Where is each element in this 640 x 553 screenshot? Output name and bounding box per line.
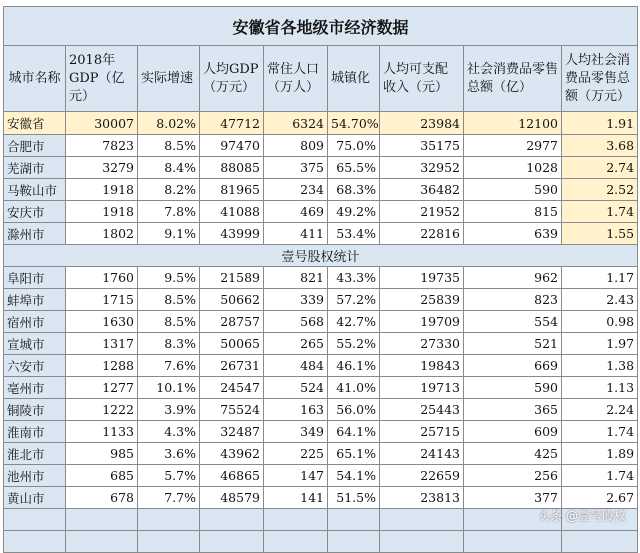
data-cell[interactable]: 8.5% — [138, 311, 200, 333]
data-cell[interactable]: 962 — [464, 267, 562, 289]
data-cell[interactable]: 1288 — [66, 355, 138, 377]
data-cell[interactable]: 21589 — [200, 267, 264, 289]
data-cell[interactable]: 163 — [264, 399, 328, 421]
data-cell[interactable]: 9.5% — [138, 267, 200, 289]
section-row — [4, 245, 638, 267]
city-name-cell[interactable]: 池州市 — [4, 465, 66, 487]
data-cell[interactable]: 1.38 — [562, 355, 638, 377]
data-cell[interactable]: 46865 — [200, 465, 264, 487]
data-cell[interactable]: 265 — [264, 333, 328, 355]
data-cell[interactable]: 256 — [464, 465, 562, 487]
data-cell[interactable]: 985 — [66, 443, 138, 465]
empty-cell[interactable] — [264, 531, 328, 553]
city-name-cell[interactable]: 淮南市 — [4, 421, 66, 443]
empty-cell[interactable] — [66, 531, 138, 553]
data-cell[interactable]: 7.6% — [138, 355, 200, 377]
data-cell[interactable]: 19843 — [380, 355, 464, 377]
table-row — [4, 333, 638, 355]
data-cell[interactable]: 32487 — [200, 421, 264, 443]
data-cell[interactable]: 30007 — [66, 112, 138, 135]
empty-cell[interactable] — [380, 509, 464, 531]
data-cell[interactable]: 43.3% — [328, 267, 380, 289]
data-cell[interactable]: 8.5% — [138, 289, 200, 311]
table-title[interactable]: 安徽省各地级市经济数据 — [4, 7, 638, 46]
data-cell[interactable]: 1.74 — [562, 465, 638, 487]
data-cell[interactable]: 484 — [264, 355, 328, 377]
data-cell[interactable]: 823 — [464, 289, 562, 311]
table-row — [4, 421, 638, 443]
data-cell[interactable]: 68.3% — [328, 179, 380, 201]
column-header[interactable]: 实际增速 — [138, 46, 200, 112]
data-cell[interactable]: 12100 — [464, 112, 562, 135]
data-cell[interactable]: 0.98 — [562, 311, 638, 333]
data-cell[interactable]: 23984 — [380, 112, 464, 135]
data-cell[interactable]: 590 — [464, 179, 562, 201]
data-cell[interactable]: 8.2% — [138, 179, 200, 201]
table-row — [4, 157, 638, 179]
data-cell[interactable]: 55.2% — [328, 333, 380, 355]
data-cell[interactable]: 41.0% — [328, 377, 380, 399]
watermark: 头条 @壹号股权 — [538, 509, 626, 523]
data-cell[interactable]: 21952 — [380, 201, 464, 223]
column-header[interactable]: 社会消费品零售总额（亿） — [464, 46, 562, 112]
data-cell[interactable]: 1715 — [66, 289, 138, 311]
data-cell[interactable]: 27330 — [380, 333, 464, 355]
city-name-cell[interactable]: 宿州市 — [4, 311, 66, 333]
table-row — [4, 201, 638, 223]
table-row — [4, 179, 638, 201]
data-cell[interactable]: 2.43 — [562, 289, 638, 311]
data-cell[interactable]: 3.68 — [562, 135, 638, 157]
data-cell[interactable]: 1918 — [66, 179, 138, 201]
data-cell[interactable]: 24547 — [200, 377, 264, 399]
data-cell[interactable]: 56.0% — [328, 399, 380, 421]
city-name-cell[interactable]: 安庆市 — [4, 201, 66, 223]
city-name-cell[interactable]: 芜湖市 — [4, 157, 66, 179]
data-cell[interactable]: 411 — [264, 223, 328, 245]
data-cell[interactable]: 57.2% — [328, 289, 380, 311]
data-cell[interactable]: 8.3% — [138, 333, 200, 355]
data-cell[interactable]: 54.70% — [328, 112, 380, 135]
data-cell[interactable]: 22816 — [380, 223, 464, 245]
data-cell[interactable]: 815 — [464, 201, 562, 223]
economic-data-table — [3, 6, 638, 553]
data-cell[interactable]: 42.7% — [328, 311, 380, 333]
city-name-cell[interactable]: 阜阳市 — [4, 267, 66, 289]
data-cell[interactable]: 75524 — [200, 399, 264, 421]
data-cell[interactable]: 3.9% — [138, 399, 200, 421]
data-cell[interactable]: 5.7% — [138, 465, 200, 487]
data-cell[interactable]: 425 — [464, 443, 562, 465]
empty-cell[interactable] — [66, 509, 138, 531]
data-cell[interactable]: 25443 — [380, 399, 464, 421]
table-row — [4, 311, 638, 333]
table-row — [4, 487, 638, 509]
column-header[interactable]: 2018年GDP（亿元） — [66, 46, 138, 112]
data-cell[interactable]: 1317 — [66, 333, 138, 355]
data-cell[interactable]: 349 — [264, 421, 328, 443]
table-row — [4, 112, 638, 135]
data-cell[interactable]: 469 — [264, 201, 328, 223]
data-cell[interactable]: 43962 — [200, 443, 264, 465]
data-cell[interactable]: 49.2% — [328, 201, 380, 223]
data-cell[interactable]: 19735 — [380, 267, 464, 289]
data-cell[interactable]: 554 — [464, 311, 562, 333]
data-cell[interactable]: 821 — [264, 267, 328, 289]
data-cell[interactable]: 48579 — [200, 487, 264, 509]
empty-cell[interactable] — [562, 531, 638, 553]
table-row — [4, 135, 638, 157]
header-row — [4, 46, 638, 112]
city-name-cell[interactable]: 蚌埠市 — [4, 289, 66, 311]
empty-cell[interactable] — [380, 531, 464, 553]
data-cell[interactable]: 1277 — [66, 377, 138, 399]
empty-row — [4, 531, 638, 553]
empty-cell[interactable] — [138, 531, 200, 553]
empty-cell[interactable] — [138, 509, 200, 531]
data-cell[interactable]: 3279 — [66, 157, 138, 179]
empty-cell[interactable] — [200, 531, 264, 553]
data-cell[interactable]: 65.5% — [328, 157, 380, 179]
data-cell[interactable]: 53.4% — [328, 223, 380, 245]
column-header[interactable]: 城镇化 — [328, 46, 380, 112]
data-cell[interactable]: 2.52 — [562, 179, 638, 201]
data-cell[interactable]: 7.8% — [138, 201, 200, 223]
data-cell[interactable]: 10.1% — [138, 377, 200, 399]
data-cell[interactable]: 375 — [264, 157, 328, 179]
table-row — [4, 267, 638, 289]
data-cell[interactable]: 609 — [464, 421, 562, 443]
data-cell[interactable]: 1.91 — [562, 112, 638, 135]
data-cell[interactable]: 7.7% — [138, 487, 200, 509]
empty-cell[interactable] — [328, 531, 380, 553]
data-cell[interactable]: 19713 — [380, 377, 464, 399]
data-cell[interactable]: 22659 — [380, 465, 464, 487]
data-cell[interactable]: 65.1% — [328, 443, 380, 465]
column-header[interactable]: 常住人口（万人） — [264, 46, 328, 112]
data-cell[interactable]: 590 — [464, 377, 562, 399]
data-cell[interactable]: 9.1% — [138, 223, 200, 245]
data-cell[interactable]: 234 — [264, 179, 328, 201]
data-cell[interactable]: 64.1% — [328, 421, 380, 443]
data-cell[interactable]: 809 — [264, 135, 328, 157]
data-cell[interactable]: 36482 — [380, 179, 464, 201]
data-cell[interactable]: 35175 — [380, 135, 464, 157]
data-cell[interactable]: 1630 — [66, 311, 138, 333]
data-cell[interactable]: 1.55 — [562, 223, 638, 245]
data-cell[interactable]: 8.02% — [138, 112, 200, 135]
data-cell[interactable]: 2.24 — [562, 399, 638, 421]
city-name-cell[interactable]: 安徽省 — [4, 112, 66, 135]
data-cell[interactable]: 2.67 — [562, 487, 638, 509]
data-cell[interactable]: 1.74 — [562, 201, 638, 223]
data-cell[interactable]: 1802 — [66, 223, 138, 245]
column-header[interactable]: 人均可支配收入（元） — [380, 46, 464, 112]
data-cell[interactable]: 1133 — [66, 421, 138, 443]
empty-cell[interactable] — [4, 531, 66, 553]
data-cell[interactable]: 524 — [264, 377, 328, 399]
table-row — [4, 443, 638, 465]
data-cell[interactable]: 54.1% — [328, 465, 380, 487]
column-header[interactable]: 人均GDP（万元） — [200, 46, 264, 112]
data-cell[interactable]: 147 — [264, 465, 328, 487]
data-cell[interactable]: 25839 — [380, 289, 464, 311]
data-cell[interactable]: 88085 — [200, 157, 264, 179]
city-name-cell[interactable]: 宣城市 — [4, 333, 66, 355]
data-cell[interactable]: 24143 — [380, 443, 464, 465]
table-row — [4, 355, 638, 377]
data-cell[interactable]: 8.4% — [138, 157, 200, 179]
data-cell[interactable]: 377 — [464, 487, 562, 509]
data-cell[interactable]: 81965 — [200, 179, 264, 201]
data-cell[interactable]: 685 — [66, 465, 138, 487]
data-cell[interactable]: 47712 — [200, 112, 264, 135]
city-name-cell[interactable]: 黄山市 — [4, 487, 66, 509]
data-cell[interactable]: 4.3% — [138, 421, 200, 443]
data-cell[interactable]: 8.5% — [138, 135, 200, 157]
data-cell[interactable]: 97470 — [200, 135, 264, 157]
city-name-cell[interactable]: 六安市 — [4, 355, 66, 377]
data-cell[interactable]: 1.13 — [562, 377, 638, 399]
empty-cell[interactable] — [4, 509, 66, 531]
table-row — [4, 289, 638, 311]
data-cell[interactable]: 75.0% — [328, 135, 380, 157]
data-cell[interactable]: 1.97 — [562, 333, 638, 355]
data-cell[interactable]: 1.74 — [562, 421, 638, 443]
data-cell[interactable]: 339 — [264, 289, 328, 311]
data-cell[interactable]: 141 — [264, 487, 328, 509]
city-name-cell[interactable]: 淮北市 — [4, 443, 66, 465]
empty-cell[interactable] — [328, 509, 380, 531]
data-cell[interactable]: 28757 — [200, 311, 264, 333]
data-cell[interactable]: 1918 — [66, 201, 138, 223]
city-name-cell[interactable]: 铜陵市 — [4, 399, 66, 421]
data-cell[interactable]: 50662 — [200, 289, 264, 311]
data-cell[interactable]: 51.5% — [328, 487, 380, 509]
table-row — [4, 465, 638, 487]
data-cell[interactable]: 23813 — [380, 487, 464, 509]
data-cell[interactable]: 225 — [264, 443, 328, 465]
city-name-cell[interactable]: 马鞍山市 — [4, 179, 66, 201]
data-cell[interactable]: 43999 — [200, 223, 264, 245]
table-row — [4, 223, 638, 245]
empty-cell[interactable] — [464, 531, 562, 553]
section-label[interactable]: 壹号股权统计 — [4, 245, 638, 267]
data-cell[interactable]: 365 — [464, 399, 562, 421]
column-header[interactable]: 城市名称 — [4, 46, 66, 112]
data-cell[interactable]: 669 — [464, 355, 562, 377]
data-cell[interactable]: 1.17 — [562, 267, 638, 289]
city-name-cell[interactable]: 亳州市 — [4, 377, 66, 399]
data-cell[interactable]: 50065 — [200, 333, 264, 355]
data-cell[interactable]: 678 — [66, 487, 138, 509]
data-cell[interactable]: 41088 — [200, 201, 264, 223]
column-header[interactable]: 人均社会消费品零售总额（万元） — [562, 46, 638, 112]
data-cell[interactable]: 568 — [264, 311, 328, 333]
empty-cell[interactable] — [200, 509, 264, 531]
data-cell[interactable]: 1760 — [66, 267, 138, 289]
table-row — [4, 377, 638, 399]
data-cell[interactable]: 46.1% — [328, 355, 380, 377]
data-cell[interactable]: 7823 — [66, 135, 138, 157]
data-cell[interactable]: 1222 — [66, 399, 138, 421]
empty-cell[interactable] — [264, 509, 328, 531]
city-name-cell[interactable]: 合肥市 — [4, 135, 66, 157]
data-cell[interactable]: 3.6% — [138, 443, 200, 465]
data-cell[interactable]: 2.74 — [562, 157, 638, 179]
data-cell[interactable]: 19709 — [380, 311, 464, 333]
data-cell[interactable]: 26731 — [200, 355, 264, 377]
data-cell[interactable]: 32952 — [380, 157, 464, 179]
data-cell[interactable]: 521 — [464, 333, 562, 355]
data-cell[interactable]: 1028 — [464, 157, 562, 179]
data-cell[interactable]: 1.89 — [562, 443, 638, 465]
data-cell[interactable]: 639 — [464, 223, 562, 245]
data-cell[interactable]: 6324 — [264, 112, 328, 135]
table-row — [4, 399, 638, 421]
data-cell[interactable]: 2977 — [464, 135, 562, 157]
city-name-cell[interactable]: 滁州市 — [4, 223, 66, 245]
data-cell[interactable]: 25715 — [380, 421, 464, 443]
